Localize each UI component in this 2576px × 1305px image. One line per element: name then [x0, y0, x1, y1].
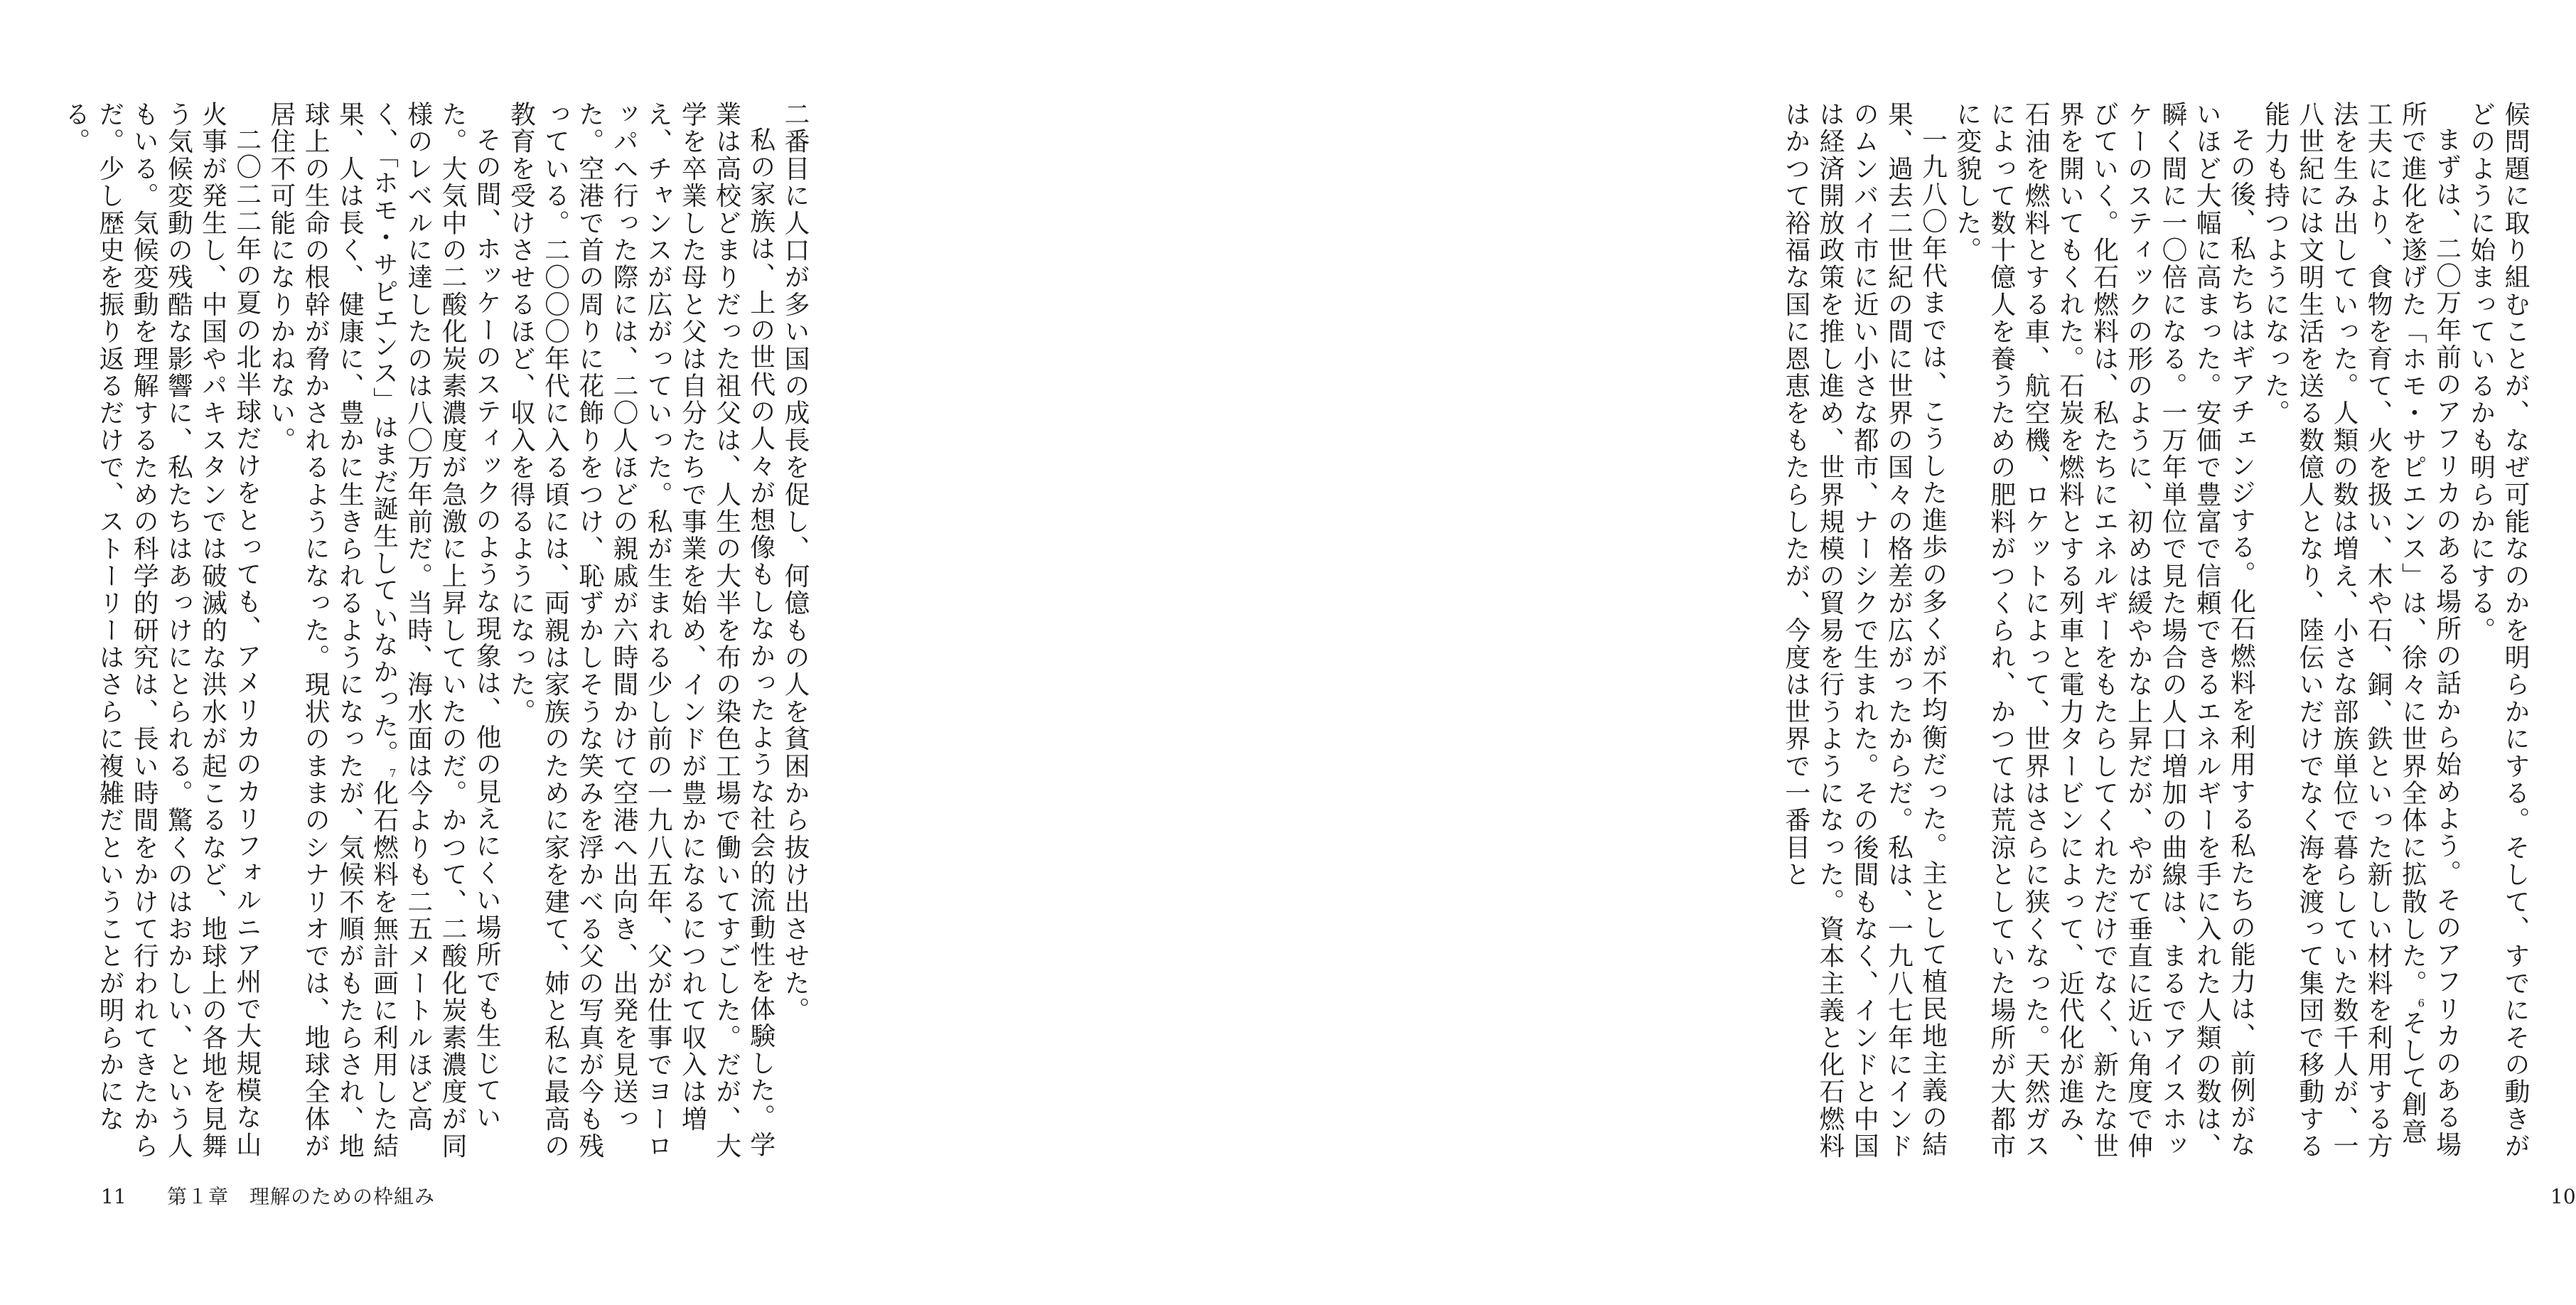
left-page-body [60, 101, 812, 1167]
paragraph [2258, 101, 2463, 1167]
paragraph: 二番目に人口が多い国の成長を促し、何億もの人を貧困から抜け出させた。 [780, 101, 810, 1024]
paragraph: 候問題に取り組むことが、なぜ可能なのかを明らかにする。そして、すでにその動きがどのように始まっているかも明らかにする。 [2466, 101, 2530, 1160]
note-marker: 6 [2415, 997, 2428, 1010]
paragraph: その後、私たちはギアチェンジする。化石燃料を利用する私たちの能力は、前例がないほど大幅に高まった。安価で豊富で信頼できるエネルギーを手に入れた人類の数は、瞬く間に一〇倍になる。一万年単位で見た場合の人口増加の曲線は、まるでアイスホッケーのスティックの形のように、初めは緩やかな上昇だが、やがて垂直に近い角度で伸びていく。化石燃料は、私たちにエネルギーをもたらしてくれただけでなく、新たな世界を開いてもくれた。石炭を燃料とする列車と電力タービンによって、近代化が進み、石油を燃料とする車、航空機、ロケットによって、世界はさらに狭くなった。天然ガスによって数十億人を養うための肥料がつくられ、かつては荒涼としていた場所が大都市に変貌した。 [1952, 101, 2256, 1160]
paragraph-text: その間、ホッケーのスティックのような現象は、他の見えにくい場所でも生じていた。大気中の二酸化炭素濃度が急激に上昇していたのだ。かつて、二酸化炭素濃度が同様のレベルに達したのは八〇万年前だ。当時、海水面は今よりも二五メートルほど高く、「ホモ・サピエンス」はまだ誕生していなかった。 [369, 101, 502, 1160]
paragraph: 私の家族は、上の世代の人々が想像もしなかったような社会的流動性を体験した。学業は高校どまりだった祖父は、人生の大半を布の染色工場で働いてすごした。だが、大学を卒業した母と父は自分たちで事業を始め、インドが豊かになるにつれて収入は増え、チャンスが広がっていった。私が生まれる少し前の一九八五年、父が仕事でヨーロッパへ行った際には、二〇人ほどの親戚が六時間かけて空港へ出向き、出発を見送った。空港で首の周りに花飾りをつけ、恥ずかしそうな笑みを浮かべる父の写真が今も残っている。二〇〇〇年代に入る頃には、両親は家族のために家を建て、姉と私に最高の教育を受けさせるほど、収入を得るようになった。 [506, 101, 776, 1160]
page-number: 10 [2550, 1185, 2576, 1208]
paragraph [264, 101, 503, 1167]
paragraph: 一九八〇年代までは、こうした進歩の多くが不均衡だった。主として植民地主義の結果、過去二世紀の間に世界の国々の格差が広がったからだ。私は、一九八七年にインドのムンバイ市に近い小さな都市、ナーシクで生まれた。その後間もなく、インドと中国は経済開放政策を推し進め、世界規模の貿易を行うようになった。資本主義と化石燃料はかつて裕福な国に恩恵をもたらしたが、今度は世界で一番目と [1781, 101, 1948, 1160]
right-page-body [1781, 101, 2532, 1167]
right-page [889, 0, 2576, 1305]
paragraph-text: まずは、二〇万年前のアフリカのある場所の話から始めよう。そのアフリカのある場所で進化を遂げた「ホモ・サピエンス」は、徐々に世界全体に拡散した。 [2398, 101, 2462, 1159]
left-page [0, 0, 889, 1305]
paragraph-text: そして創意工夫により、食物を育て、火を扱い、木や石、銅、鉄といった新しい材料を利用する方法を生み出していった。人類の数は増え、小さな部族単位で暮らしていた数千人が、一八世紀には文明生活を送る数億人となり、陸伝いだけでなく海を渡って集団で移動する能力も持つようになった。 [2260, 101, 2427, 1160]
page-number: 11 [101, 1185, 127, 1208]
paragraph: 二〇二二年の夏の北半球だけをとっても、アメリカのカリフォルニア州で大規模な山火事が発生し、中国やパキスタンでは破滅的な洪水が起こるなど、地球上の各地を見舞う気候変動の残酷な影響に、私たちはあっけにとられる。驚くのはおかしい、という人もいる。気候変動を理解するための科学的研究は、長い時間をかけて行われてきたからだ。少し歴史を振り返るだけで、ストーリーはさらに複雑だということが明らかになる。 [60, 101, 262, 1160]
running-head: 第１章 理解のための枠組み [167, 1185, 436, 1208]
note-marker: 7 [386, 767, 399, 780]
paragraph-text: 化石燃料を無計画に利用した結果、人は長く、健康に、豊かに生きられるようになったが、気候不順がもたらされ、地球上の生命の根幹が脅かされるようになった。現状のままのシナリオでは、地球全体が居住不可能になりかねない。 [266, 101, 399, 1160]
